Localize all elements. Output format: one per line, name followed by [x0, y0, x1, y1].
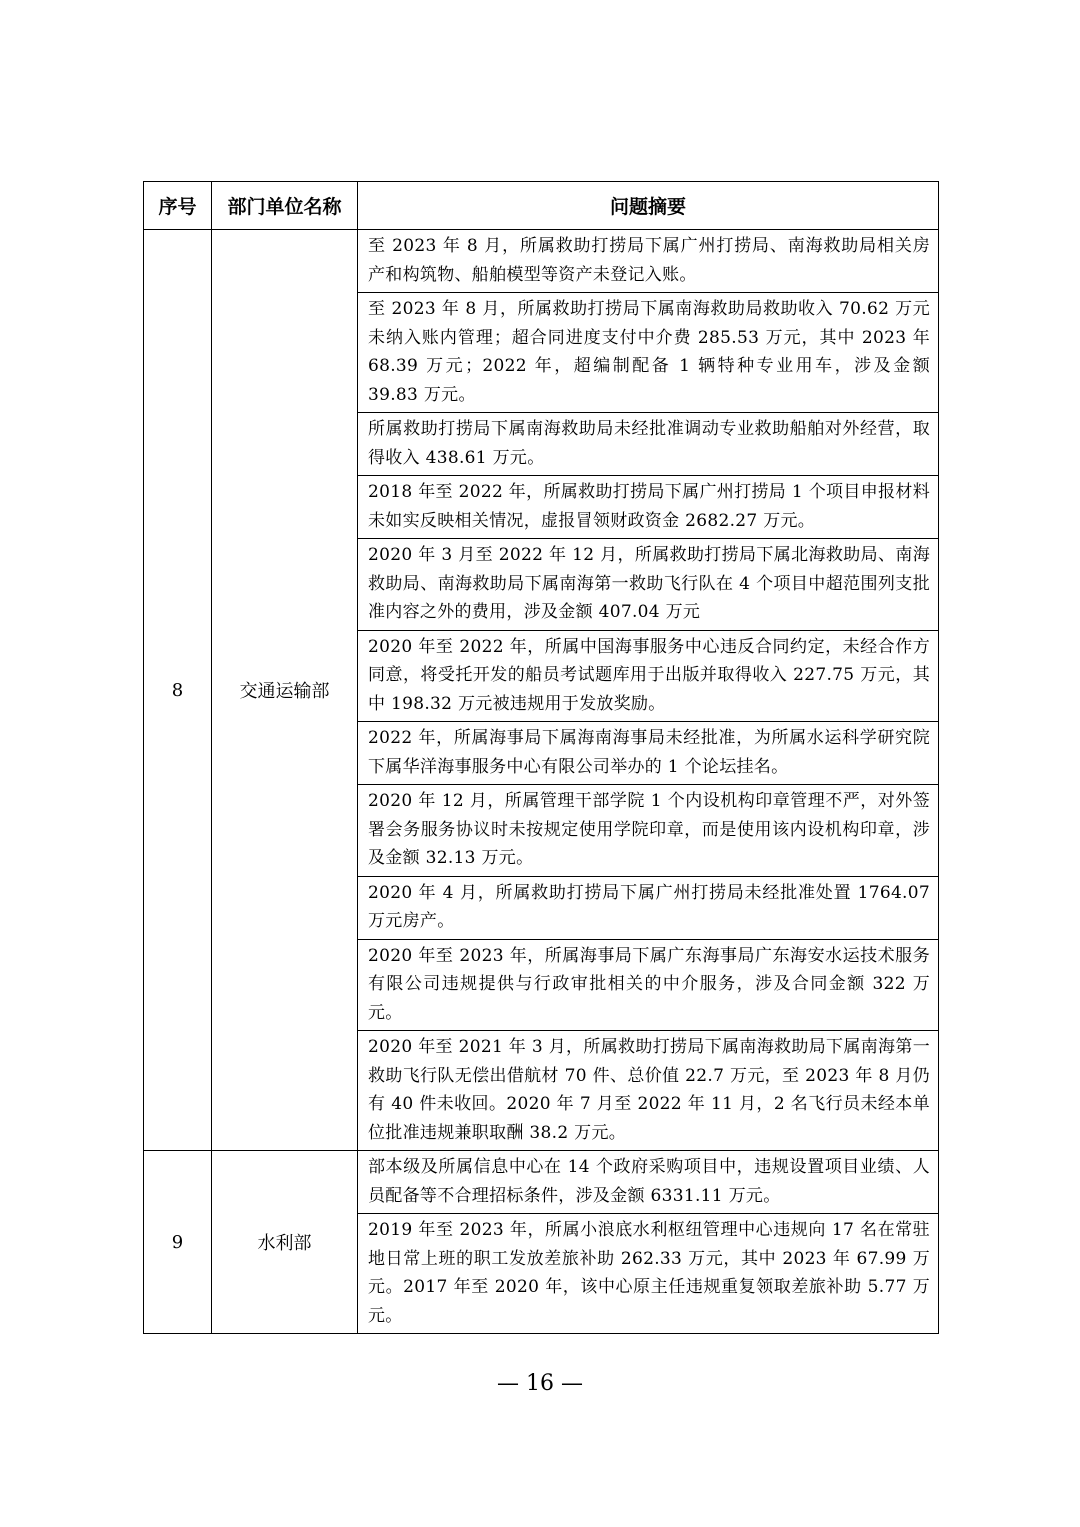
- header-index: 序号: [144, 182, 212, 230]
- table-header-row: [144, 182, 939, 230]
- issue-summary: 2020 年 3 月至 2022 年 12 月，所属救助打捞局下属北海救助局、南海救助局、南海救助局下属南海第一救助飞行队在 4 个项目中超范围列支批准内容之外的费用，涉及金额 407.04 万元: [358, 539, 939, 631]
- issue-summary: 至 2023 年 8 月，所属救助打捞局下属广州打捞局、南海救助局相关房产和构筑物、船舶模型等资产未登记入账。: [358, 230, 939, 293]
- department-name: 水利部: [212, 1151, 358, 1334]
- issue-summary: 所属救助打捞局下属南海救助局未经批准调动专业救助船舶对外经营，取得收入 438.61 万元。: [358, 413, 939, 476]
- table-row: [144, 1151, 939, 1214]
- issue-summary: 部本级及所属信息中心在 14 个政府采购项目中，违规设置项目业绩、人员配备等不合理招标条件，涉及金额 6331.11 万元。: [358, 1151, 939, 1214]
- issue-summary: 2020 年至 2021 年 3 月，所属救助打捞局下属南海救助局下属南海第一救助飞行队无偿出借航材 70 件、总价值 22.7 万元，至 2023 年 8 月仍有 40 件未收回。2020 年 7 月至 2022 年 11 月，2 名飞行员未经本单位批准违规兼职取酬 38.2 万元。: [358, 1031, 939, 1151]
- table-row: [144, 230, 939, 293]
- audit-findings-table: [143, 181, 939, 1334]
- issue-summary: 2020 年至 2023 年，所属海事局下属广东海事局广东海安水运技术服务有限公司违规提供与行政审批相关的中介服务，涉及合同金额 322 万元。: [358, 939, 939, 1031]
- issue-summary: 至 2023 年 8 月，所属救助打捞局下属南海救助局救助收入 70.62 万元未纳入账内管理；超合同进度支付中介费 285.53 万元，其中 2023 年 68.39 万元；2022 年，超编制配备 1 辆特种专业用车，涉及金额 39.83 万元。: [358, 293, 939, 413]
- issue-summary: 2018 年至 2022 年，所属救助打捞局下属广州打捞局 1 个项目申报材料未如实反映相关情况，虚报冒领财政资金 2682.27 万元。: [358, 476, 939, 539]
- header-summary: 问题摘要: [358, 182, 939, 230]
- header-department: 部门单位名称: [212, 182, 358, 230]
- issue-summary: 2020 年 12 月，所属管理干部学院 1 个内设机构印章管理不严，对外签署会务服务协议时未按规定使用学院印章，而是使用该内设机构印章，涉及金额 32.13 万元。: [358, 785, 939, 877]
- issue-summary: 2020 年至 2022 年，所属中国海事服务中心违反合同约定，未经合作方同意，将受托开发的船员考试题库用于出版并取得收入 227.75 万元，其中 198.32 万元被违规用于发放奖励。: [358, 630, 939, 722]
- row-index: 9: [144, 1151, 212, 1334]
- issue-summary: 2020 年 4 月，所属救助打捞局下属广州打捞局未经批准处置 1764.07 万元房产。: [358, 876, 939, 939]
- department-name: 交通运输部: [212, 230, 358, 1151]
- issue-summary: 2022 年，所属海事局下属海南海事局未经批准，为所属水运科学研究院下属华洋海事服务中心有限公司举办的 1 个论坛挂名。: [358, 722, 939, 785]
- page-number: — 16 —: [497, 1371, 583, 1396]
- issue-summary: 2019 年至 2023 年，所属小浪底水利枢纽管理中心违规向 17 名在常驻地日常上班的职工发放差旅补助 262.33 万元，其中 2023 年 67.99 万元。2017 年至 2020 年，该中心原主任违规重复领取差旅补助 5.77 万元。: [358, 1214, 939, 1334]
- row-index: 8: [144, 230, 212, 1151]
